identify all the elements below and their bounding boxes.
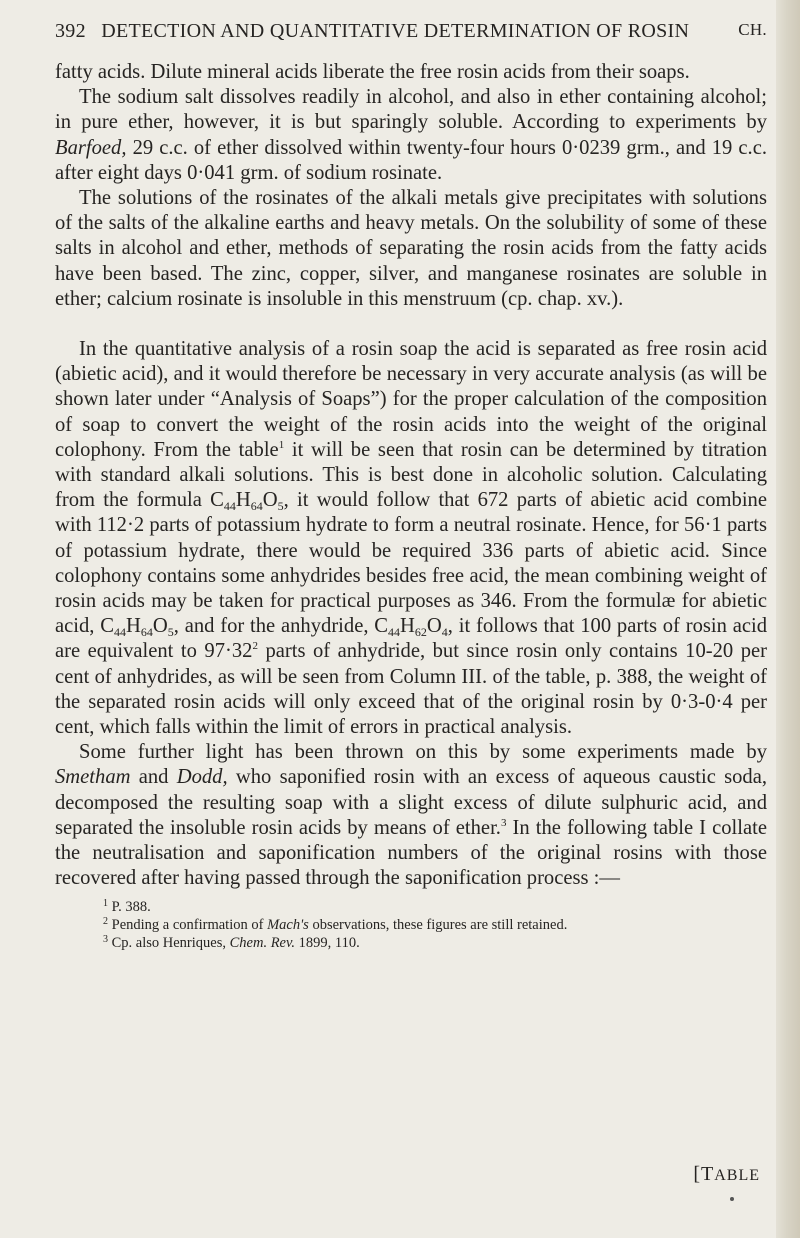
page-number: 392 <box>55 20 86 42</box>
chapter-abbrev: CH. <box>738 20 767 39</box>
formula-abietic: $C_{44}H_{64}O_5$ <box>210 489 284 514</box>
formula-abietic-2: $C_{44}H_{64}O_5$ <box>100 615 174 640</box>
footnote-1: $^1$ P. 388. <box>103 897 151 915</box>
footnote-ref-3: 3 <box>500 816 507 829</box>
formula-anhydride: $C_{44}H_{62}O_4$ <box>374 615 448 640</box>
paragraph-5: Some further light has been thrown on this by some experiments made by Smetham and Dodd, who saponified rosin with an excess of aqueous caustic soda, decomposed the resulting soap with a slight excess of dilute sulphuric acid, and separated the insoluble rosin acids by means of ether.$^3$ In the following table I collate the neutralisation and saponification numbers of the original rosins with those recovered after having passed through the saponification process :— <box>55 741 767 890</box>
running-title: DETECTION AND QUANTITATIVE DETERMINATION OF ROSIN <box>101 20 690 42</box>
footnotes <box>55 898 767 952</box>
footnote-ref-2: 2 <box>252 640 258 653</box>
paragraph-4: In the quantitative analysis of a rosin soap the acid is separated as free rosin acid (abietic acid), and it would therefore be necessary in very accurate analysis (as will be shown later under “Analysis of Soaps”) for the proper calculation of the composition of soap to convert the weight of the rosin acids into the weight of the original colophony. From the table$^1$ it will be seen that rosin can be determined by titration with standard alkali solutions. This is best done in alcoholic solution. Calculating from the formula $C_{44}H_{64}O_5$, it would follow that 672 parts of abietic acid combine with 112·2 parts of potassium hydrate to form a neutral rosinate. Hence, for 56·1 parts of potassium hydrate, there would be required 336 parts of abietic acid. Since colophony contains some anhydrides besides free acid, the mean combining weight of rosin acids may be taken for practical purposes as 346. From the formulæ for abietic acid, $C_{44}H_{64}O_5$, and for the anhydride, $C_{44}H_{62}O_4$, it follows that 100 parts of rosin acid are equivalent to $97\cdot 32^2$ parts of anhydride, but since rosin only contains 10-20 per cent of anhydrides, as will be seen from Column III. of the table, p. 388, the weight of the separated rosin acids will only exceed that of the original rosin by 0·3-0·4 per cent, which falls within the limit of errors in practical analysis. <box>55 338 768 739</box>
page-edge-shadow <box>776 0 800 1238</box>
catchword: [TABLE <box>693 1163 760 1185</box>
author-smetham: Smetham <box>55 766 131 789</box>
paragraph-3: The solutions of the rosinates of the alkali metals give precipitates with solutions of the salts of the alkaline earths and heavy metals. On the solubility of some of these salts in alcohol and ether, methods of separating the rosin acids from the fatty acids have been based. The zinc, copper, silver, and manganese rosinates are soluble in ether; calcium rosinate is insoluble in this menstruum (cp. chap. xv.). <box>55 187 767 310</box>
footnote-2: $^2$ Pending a confirmation of Mach's observations, these figures are still retained. <box>103 915 568 933</box>
ink-speck <box>730 1197 734 1201</box>
body-text <box>55 60 767 952</box>
running-header <box>55 20 767 43</box>
paragraph-2: The sodium salt dissolves readily in alcohol, and also in ether containing alcohol; in pure ether, however, it is but sparingly soluble. According to experiments by Barfoed, 29 c.c. of ether dissolved within twenty-four hours 0·0239 grm., and 19 c.c. after eight days 0·041 grm. of sodium rosinate. <box>55 86 767 184</box>
author-dodd: Dodd, <box>176 766 228 789</box>
footnote-ref-1: 1 <box>278 438 285 451</box>
author-barfoed: Barfoed, <box>55 136 127 159</box>
footnote-3: $^3$ Cp. also Henriques, Chem. Rev. 1899, 110. <box>103 933 360 951</box>
paragraph-1: fatty acids. Dilute mineral acids liberate the free rosin acids from their soaps. <box>55 61 690 83</box>
